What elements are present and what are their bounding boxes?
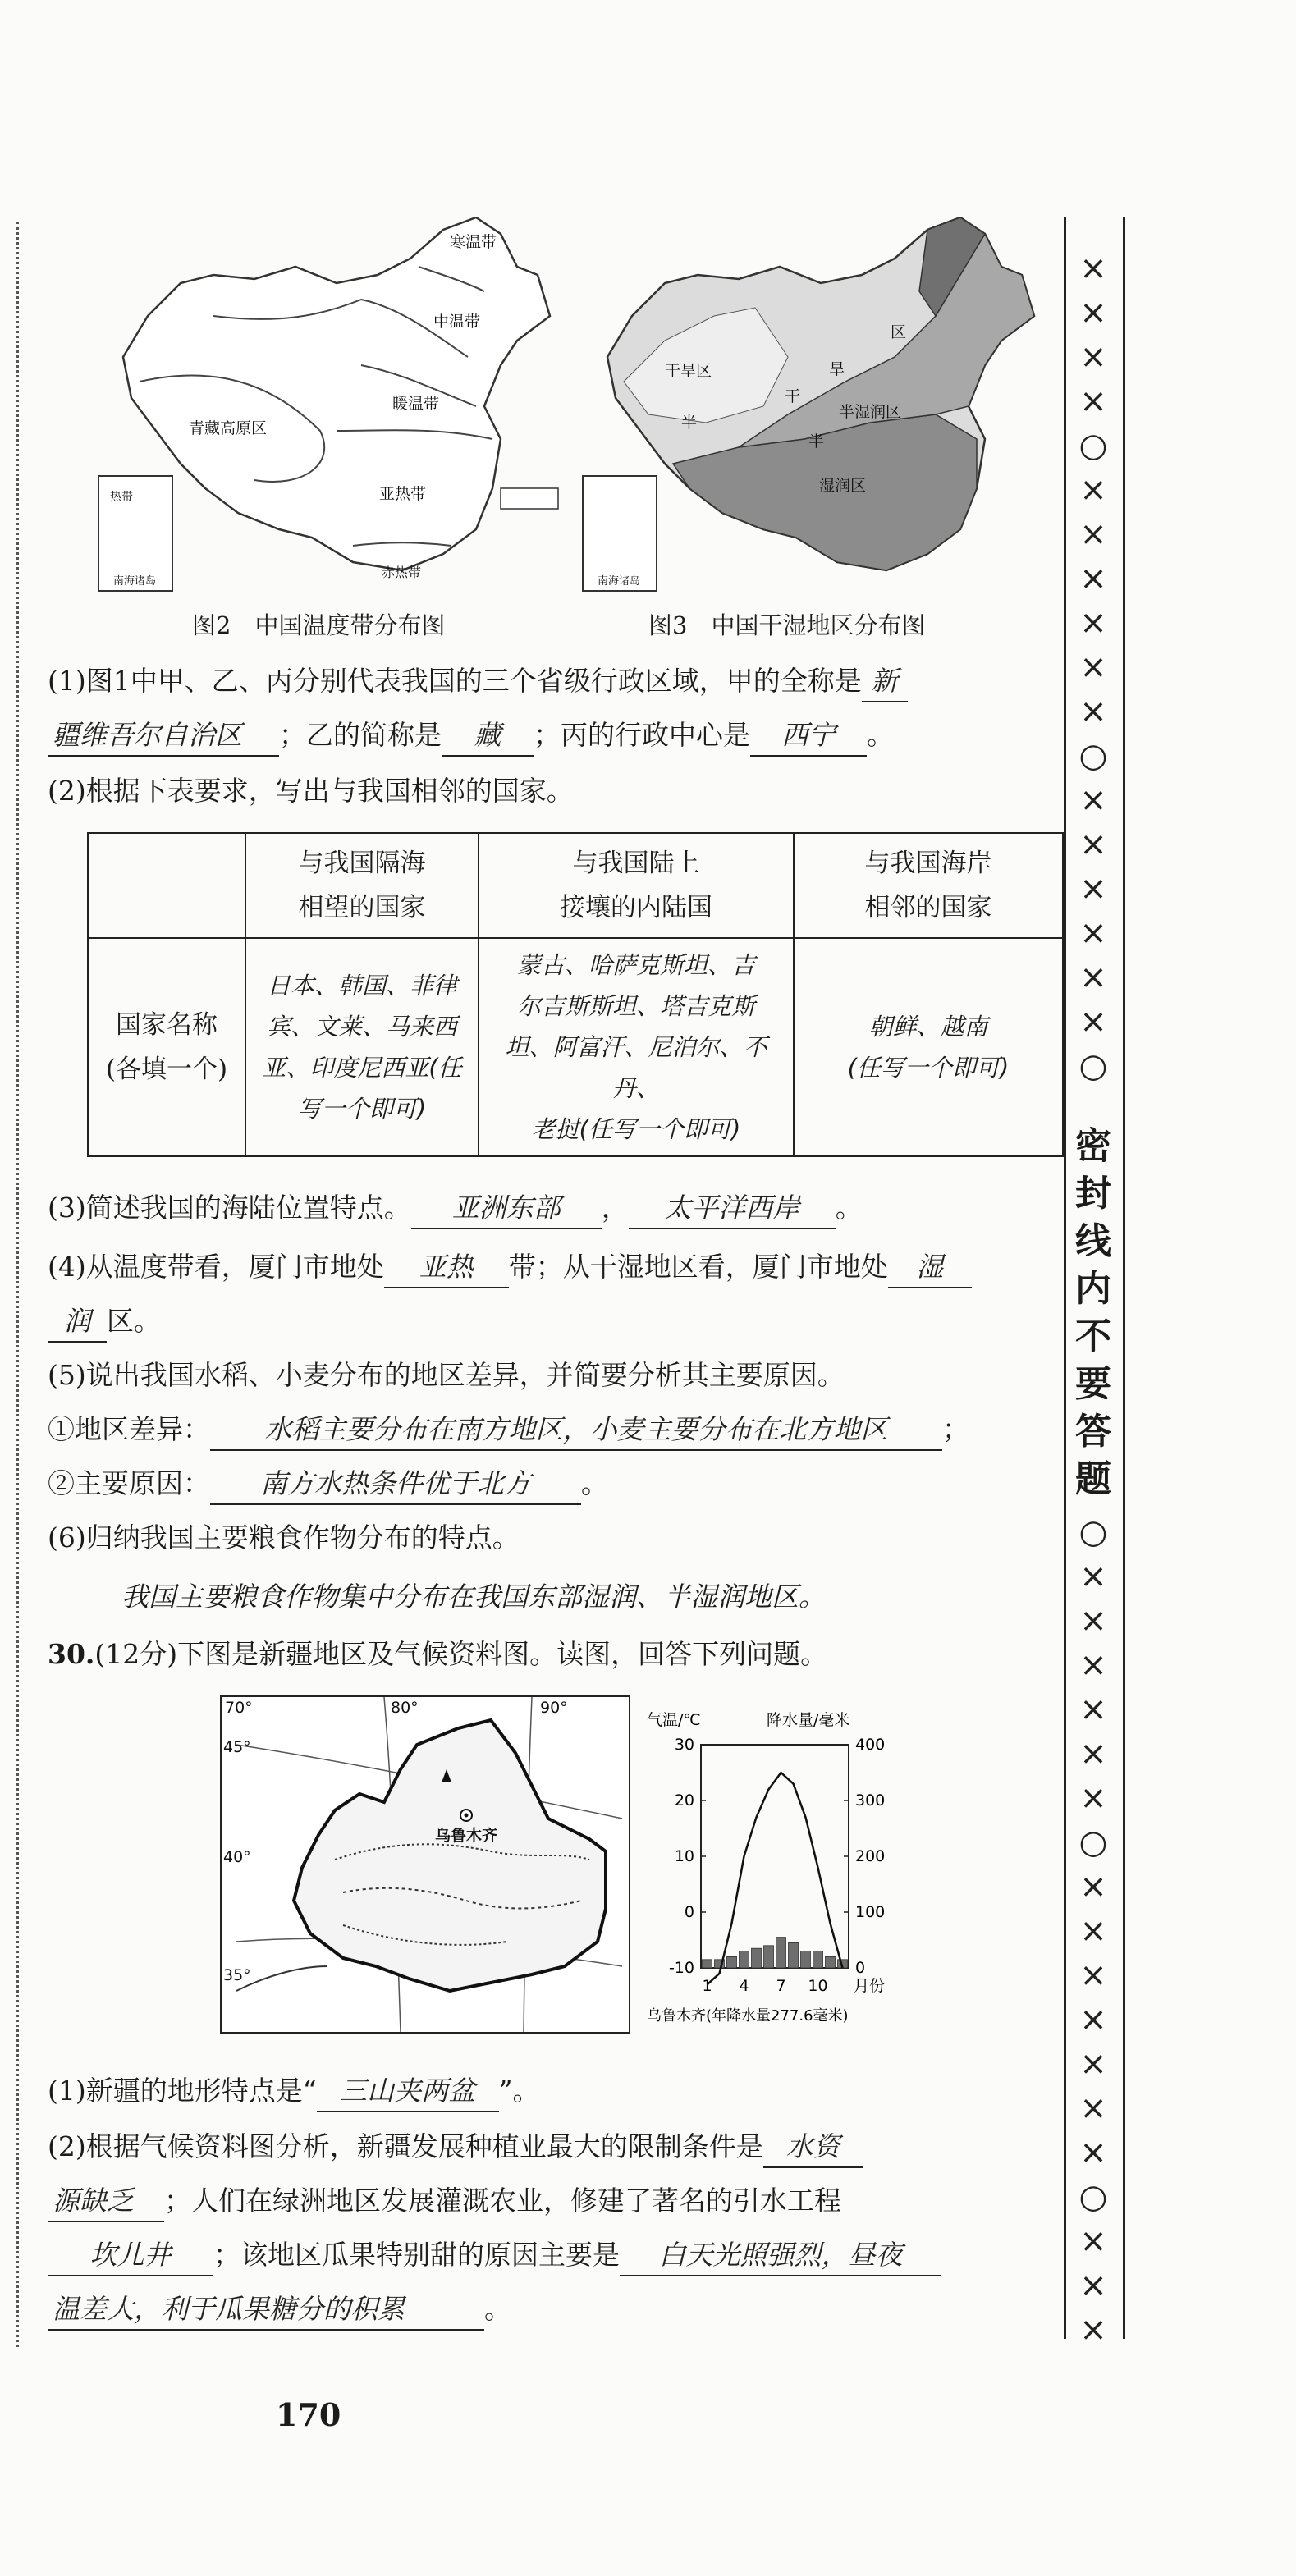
- q30-header: [48, 1635, 827, 1674]
- label-cold-temperate: 寒温带: [450, 233, 497, 251]
- table-corner-cell: [88, 833, 245, 938]
- q30-2-line-4: [48, 2290, 511, 2331]
- seal-line-right: [1123, 217, 1125, 2339]
- q4-text-a: (4)从温度带看，厦门市地处: [48, 1251, 384, 1283]
- precip-bar: [776, 1938, 786, 1968]
- q1-text-d: 。: [867, 719, 894, 751]
- fig2-caption: 图2 中国温度带分布图: [192, 611, 446, 639]
- xinjiang-map-drawing: [220, 1695, 630, 2034]
- temp-tick-label: 30: [674, 1736, 694, 1754]
- header-landlocked-neighbors: 与我国陆上 接壤的内陆国: [479, 833, 794, 938]
- label-ban-2: 半: [808, 432, 825, 451]
- precip-bar: [813, 1951, 823, 1968]
- q1-answer-a2: 疆维吾尔自治区: [48, 716, 279, 757]
- q4-line-1: [48, 1247, 972, 1288]
- answer-landlocked-neighbors: 蒙古、哈萨克斯坦、吉 尔吉斯斯坦、塔吉克斯 坦、阿富汗、尼泊尔、不丹、 老挝(任写一个即可): [479, 938, 794, 1156]
- q3-line: [48, 1188, 863, 1229]
- q30-2-text-b: ；人们在绿洲地区发展灌溉农业，修建了著名的引水工程: [164, 2185, 841, 2217]
- temp-tick-label: 20: [674, 1791, 694, 1810]
- temperature-zone-map-drawing: [90, 217, 566, 595]
- label-ban-1: 半: [681, 414, 698, 432]
- dry-wet-region-map-drawing: [575, 217, 1051, 595]
- q30-2-answer-b: 坎儿井: [48, 2235, 213, 2276]
- q5-prompt: (5)说出我国水稻、小麦分布的地区差异，并简要分析其主要原因。: [48, 1359, 845, 1391]
- precip-tick-label: 300: [855, 1791, 886, 1810]
- header-sea-neighbors: 与我国隔海 相望的国家: [245, 833, 479, 938]
- q4-answer-b1: 湿: [888, 1247, 972, 1288]
- q30-2-text-d: 。: [484, 2293, 511, 2325]
- month-tick-label: 10: [808, 1977, 828, 1995]
- q4-answer-b2: 润: [48, 1302, 107, 1343]
- page-number: 170: [276, 2396, 341, 2433]
- month-tick-label: 7: [776, 1977, 786, 1995]
- binding-dotted-line: [16, 222, 19, 2347]
- q30-2-line-1: [48, 2127, 863, 2168]
- seal-line-left: [1064, 217, 1066, 2339]
- q30-2-answer-c1: 白天光照强烈，昼夜: [620, 2235, 941, 2276]
- q1-answer-c: 西宁: [750, 716, 867, 757]
- q30-2-text-c: ；该地区瓜果特别甜的原因主要是: [213, 2239, 620, 2271]
- precip-bar: [703, 1960, 712, 1968]
- seal-marks-bottom: ○××××××○×××××××○×××: [1078, 1513, 1108, 2349]
- precip-bar: [826, 1956, 836, 1968]
- q3-answer-2: 太平洋西岸: [629, 1188, 836, 1229]
- precip-tick-label: 200: [855, 1847, 886, 1865]
- lon-90: 90°: [540, 1699, 568, 1717]
- q30-1-text-a: (1)新疆的地形特点是“: [48, 2075, 317, 2107]
- answer-coastal-neighbors: 朝鲜、越南 (任写一个即可): [794, 938, 1063, 1156]
- q4-text-c: 区。: [107, 1305, 161, 1337]
- q30-2-text-a: (2)根据气候资料图分析，新疆发展种植业最大的限制条件是: [48, 2130, 763, 2162]
- temp-tick-label: -10: [668, 1959, 694, 1977]
- plot-frame: [701, 1745, 849, 1968]
- lon-80: 80°: [391, 1699, 419, 1717]
- q6-prompt: (6)归纳我国主要粮食作物分布的特点。: [48, 1521, 520, 1553]
- lat-40: 40°: [223, 1848, 251, 1866]
- label-han: 旱: [829, 360, 845, 378]
- precip-bar: [801, 1951, 811, 1968]
- q3-sep: ，: [601, 1192, 629, 1224]
- q30-2-answer-a1: 水资: [763, 2127, 863, 2168]
- label-warm-temperate: 暖温带: [392, 395, 440, 413]
- precip-bar: [740, 1951, 749, 1968]
- temp-tick-label: 0: [684, 1903, 694, 1921]
- month-axis-title: 月份: [854, 1977, 886, 1995]
- lat-45: 45°: [223, 1738, 251, 1756]
- q3-answer-1: 亚洲东部: [411, 1188, 602, 1229]
- label-qingzang: 青藏高原区: [189, 419, 268, 437]
- row-label: 国家名称 (各填一个): [88, 938, 245, 1156]
- header-coastal-neighbors: 与我国海岸 相邻的国家: [794, 833, 1063, 938]
- label-gan: 干: [785, 387, 801, 405]
- fig3-caption: 图3 中国干湿地区分布图: [648, 611, 926, 639]
- label-mid-temperate: 中温带: [433, 313, 481, 331]
- temp-axis-title: 气温/℃: [647, 1711, 701, 1729]
- q3-end: 。: [835, 1192, 863, 1224]
- month-tick-label: 4: [739, 1977, 749, 1995]
- precip-bar: [727, 1956, 737, 1968]
- q1-line-2: [48, 716, 894, 757]
- precip-bar: [789, 1942, 799, 1968]
- precip-tick-label: 100: [855, 1903, 886, 1921]
- q30-1-answer: 三山夹两盆: [317, 2071, 499, 2112]
- q5-answer-1: 水稻主要分布在南方地区，小麦主要分布在北方地区: [210, 1410, 942, 1451]
- q4-text-b: 带；从干湿地区看，厦门市地处: [508, 1251, 888, 1283]
- q30-2-answer-c2: 温差大，利于瓜果糖分的积累: [48, 2290, 484, 2331]
- xinjiang-map: [220, 1695, 630, 2034]
- seal-warning-text: 密封线内不要答题: [1075, 1125, 1111, 1500]
- lon-70: 70°: [225, 1699, 253, 1717]
- q1-answer-b: 藏: [442, 716, 534, 757]
- label-hot-zone: 赤热带: [382, 565, 422, 580]
- precip-tick-label: 0: [855, 1959, 866, 1977]
- seal-marks-top: ××××○××××××○××××××○: [1078, 249, 1108, 1085]
- temp-tick-label: 10: [674, 1847, 694, 1865]
- q1-answer-a1: 新: [862, 661, 908, 702]
- q1-text-c: ；丙的行政中心是: [534, 719, 750, 751]
- label-south-sea-islands-2: 南海诸岛: [113, 575, 157, 588]
- q30-1-line: [48, 2071, 540, 2112]
- answer-sea-neighbors: 日本、韩国、菲律 宾、文莱、马来西 亚、印度尼西亚(任 写一个即可): [245, 938, 479, 1156]
- dry-wet-region-map: [575, 217, 1051, 595]
- q5-end-1: ；: [942, 1413, 969, 1445]
- precip-tick-label: 400: [855, 1736, 886, 1754]
- label-qu: 区: [891, 323, 907, 341]
- climate-chart-caption: 乌鲁木齐(年降水量277.6毫米): [647, 2007, 849, 2025]
- q4-answer-a: 亚热: [384, 1247, 509, 1288]
- q30-2-line-3: [48, 2235, 941, 2276]
- q5-label-1: ①地区差异：: [48, 1413, 210, 1445]
- q1-line-1: [48, 661, 908, 702]
- q5-line-2: [48, 1464, 608, 1505]
- precip-bar: [764, 1946, 774, 1968]
- q3-text: (3)简述我国的海陆位置特点。: [48, 1192, 411, 1224]
- q6-answer: 我国主要粮食作物集中分布在我国东部湿润、半湿润地区。: [121, 1581, 826, 1613]
- q5-label-2: ②主要原因：: [48, 1467, 210, 1499]
- q5-line-1: [48, 1410, 969, 1451]
- table-header-row: [88, 833, 1063, 938]
- q4-line-2: [48, 1302, 161, 1343]
- q5-end-2: 。: [581, 1467, 608, 1499]
- q2-prompt: (2)根据下表要求，写出与我国相邻的国家。: [48, 775, 574, 807]
- precip-bar: [752, 1948, 762, 1968]
- q30-text: (12分)下图是新疆地区及气候资料图。读图，回答下列问题。: [94, 1638, 828, 1670]
- q30-2-line-2: [48, 2181, 841, 2222]
- precip-axis-title: 降水量/毫米: [767, 1711, 850, 1729]
- month-tick-label: 1: [702, 1977, 712, 1995]
- q30-number: 30.: [48, 1638, 95, 1670]
- q5-answer-2: 南方水热条件优于北方: [210, 1464, 581, 1505]
- q30-1-text-b: ”。: [498, 2075, 540, 2107]
- label-humid: 湿润区: [819, 477, 867, 495]
- label-subtropical: 亚热带: [379, 485, 427, 503]
- urumqi-climate-chart: [643, 1695, 923, 2040]
- q1-text-b: ；乙的简称是: [279, 719, 442, 751]
- climate-chart-svg: [643, 1695, 923, 2040]
- q1-text-a: (1)图1中甲、乙、丙分别代表我国的三个省级行政区域，甲的全称是: [48, 665, 862, 697]
- lat-35: 35°: [223, 1966, 251, 1984]
- temperature-zone-map: [90, 217, 566, 595]
- q30-2-answer-a2: 源缺乏: [48, 2181, 164, 2222]
- label-arid: 干旱区: [665, 362, 712, 380]
- city-urumqi: 乌鲁木齐: [435, 1827, 498, 1845]
- neighbor-countries-table: [87, 832, 1064, 1157]
- label-tropical: 热带: [110, 491, 133, 504]
- label-semi-humid: 半湿润区: [839, 403, 902, 421]
- table-answer-row: [88, 938, 1063, 1156]
- label-south-sea-islands-3: 南海诸岛: [598, 575, 641, 588]
